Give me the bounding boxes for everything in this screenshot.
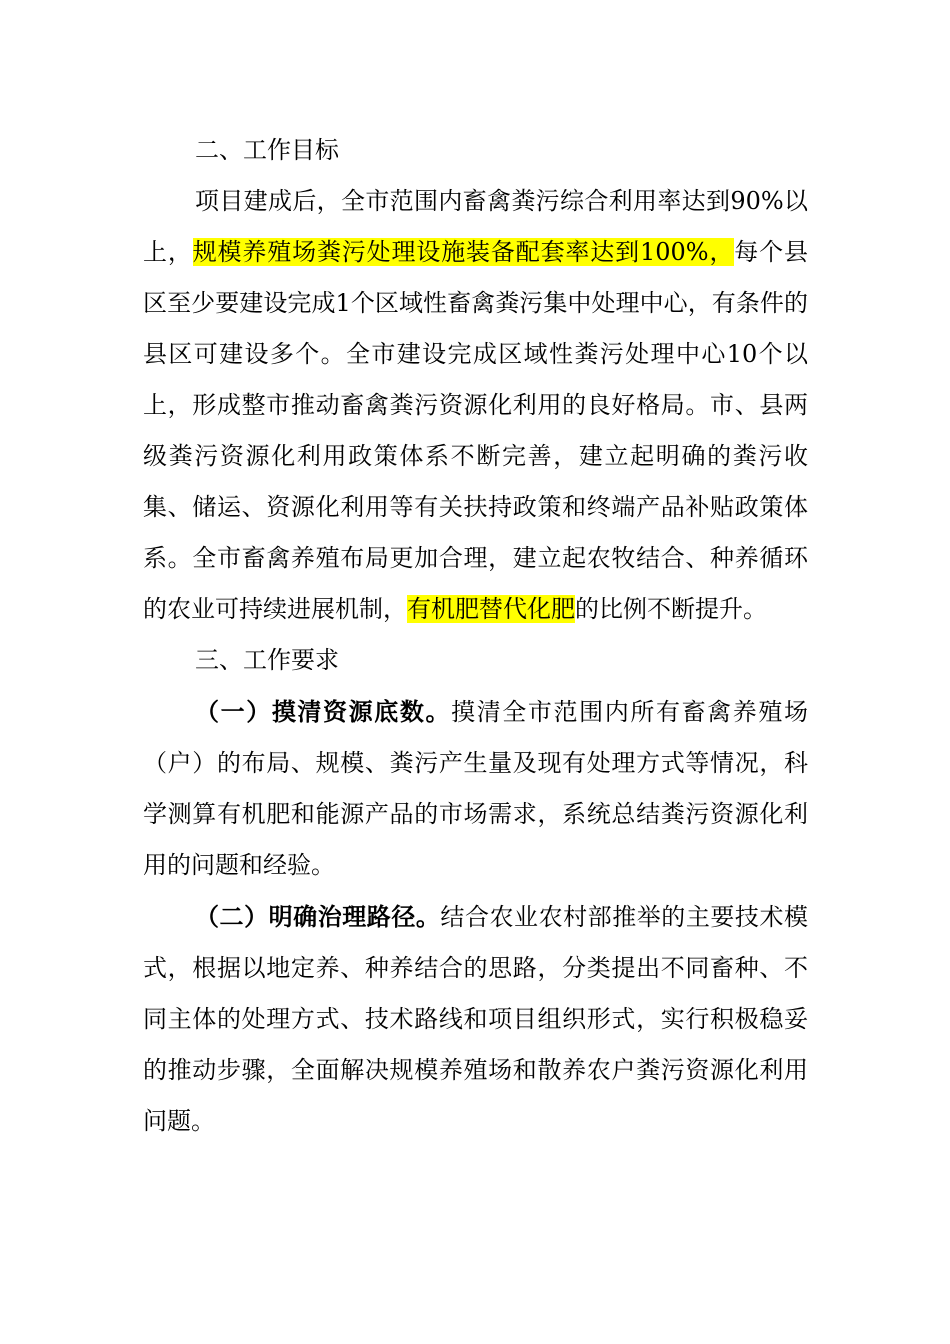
goals-text-2: 每个县区至少要建设完成1个区域性畜禽粪污集中处理中心，有条件的县区可建设多个。全市建设完成区域性粪污处理中心10个以上，形成整市推动畜禽粪污资源化利用的良好格局。市、县两级粪污资源化利用政策体系不断完善，建立起明确的粪污收集、储运、资源化利用等有关扶持政策和终端产品补贴政策体系。全市畜禽养殖布局更加合理，建立起农牧结合、种养循环的农业可持续进展机制， <box>143 238 808 623</box>
requirement-2-body: 结合农业农村部推举的主要技术模式，根据以地定养、种养结合的思路，分类提出不同畜种、不同主体的处理方式、技术路线和项目组织形式，实行积极稳妥的推动步骤，全面解决规模养殖场和散养农户粪污资源化利用问题。 <box>143 903 809 1135</box>
goals-text-1: 项目建成后，全市范围内畜禽粪污综合利用率达到90%以上， <box>143 187 808 266</box>
paragraph-goals <box>143 176 808 635</box>
requirement-2-title: （二）明确治理路径。 <box>195 902 441 931</box>
paragraph-requirement-1 <box>143 686 808 891</box>
goals-text-3: 的比例不断提升。 <box>575 595 767 623</box>
paragraph-requirement-2 <box>143 891 808 1147</box>
section-heading-requirements: 三、工作要求 <box>195 646 339 674</box>
requirement-1-title: （一）摸清资源底数。 <box>195 697 452 726</box>
requirement-1-body: 摸清全市范围内所有畜禽养殖场（户）的布局、规模、粪污产生量及现有处理方式等情况，科学测算有机肥和能源产品的市场需求，系统总结粪污资源化利用的问题和经验。 <box>143 698 809 879</box>
document-page <box>143 125 808 1147</box>
highlight-facility-rate: 规模养殖场粪污处理设施装备配套率达到100%， <box>192 238 735 266</box>
highlight-organic-fertilizer: 有机肥替代化肥 <box>407 595 575 623</box>
section-heading-goals: 二、工作目标 <box>195 136 339 164</box>
